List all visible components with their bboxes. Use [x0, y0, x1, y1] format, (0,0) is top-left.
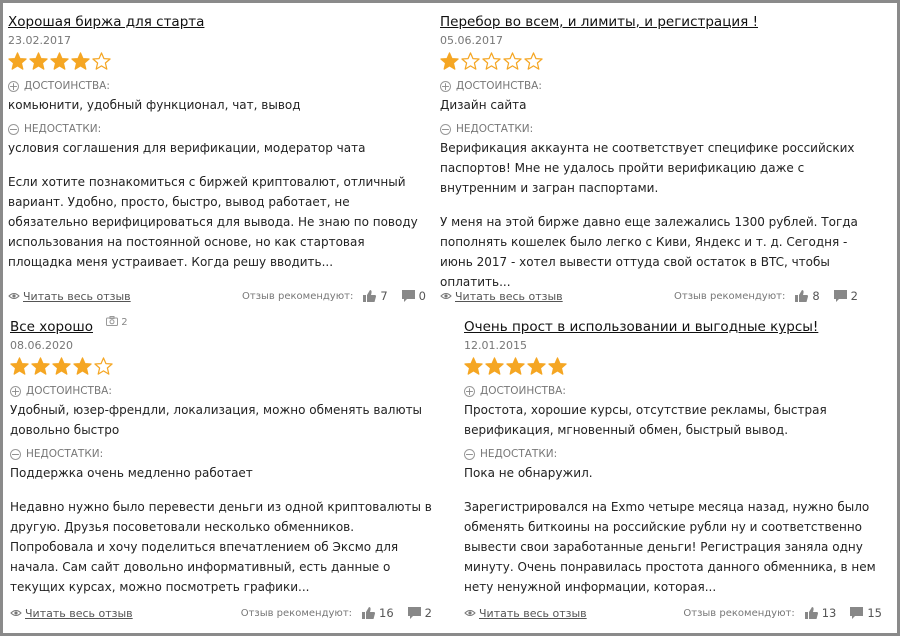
- review-title[interactable]: Хорошая биржа для старта: [8, 14, 205, 30]
- minus-icon: −: [440, 122, 451, 136]
- cons-text: Верификация аккаунта не соответствует специфике российских паспортов! Мне не удалось пройти верификацию даже с внутренним и загран паспортами.: [440, 141, 855, 195]
- pros-label: + ДОСТОИНСТВА:: [440, 79, 542, 93]
- star-filled-icon: [506, 357, 525, 376]
- cons-label: − НЕДОСТАТКИ:: [10, 447, 104, 461]
- read-more-link[interactable]: Читать весь отзыв: [464, 607, 587, 620]
- star-filled-icon: [8, 52, 27, 71]
- review-card: [8, 11, 426, 311]
- review-date: 23.02.2017: [8, 34, 71, 47]
- star-filled-icon: [31, 357, 50, 376]
- star-empty-icon: [92, 52, 111, 71]
- review-body: Недавно нужно было перевести деньги из одной криптовалюты в другую. Друзья посоветовали несколько обменников. Попробовала и хочу поделиться впечатлением об Эксмо для начала. Сам сайт довольно информативный, есть данные о текущих курсах, можно посмотреть графики...: [10, 500, 432, 594]
- minus-icon: −: [8, 122, 19, 136]
- cons-label: − НЕДОСТАТКИ:: [8, 122, 102, 136]
- cons-text: Поддержка очень медленно работает: [10, 466, 253, 480]
- star-filled-icon: [73, 357, 92, 376]
- recommend-label: Отзыв рекомендуют:: [242, 290, 354, 302]
- pros-label: + ДОСТОИНСТВА:: [8, 79, 110, 93]
- review-card: [10, 316, 432, 626]
- comments-button[interactable]: 2: [408, 606, 432, 620]
- camera-icon: [106, 316, 118, 326]
- thumbs-up-icon: [362, 607, 375, 619]
- star-filled-icon: [527, 357, 546, 376]
- review-body: У меня на этой бирже давно еще залежались 1300 рублей. Тогда пополнять кошелек было легко с Киви, Яндекс и т. д. Сегодня - июнь 2017 - хотел вывести оттуда свой остаток в BTC, чтобы оплатить...: [440, 215, 858, 289]
- plus-icon: +: [464, 384, 475, 398]
- review-footer: [464, 605, 882, 621]
- likes-button[interactable]: 16: [362, 606, 394, 620]
- star-empty-icon: [461, 52, 480, 71]
- star-empty-icon: [503, 52, 522, 71]
- star-empty-icon: [482, 52, 501, 71]
- read-more-link[interactable]: Читать весь отзыв: [440, 290, 563, 303]
- thumbs-up-icon: [363, 290, 376, 302]
- rating-stars: [440, 52, 858, 72]
- eye-icon: [8, 292, 20, 300]
- minus-icon: −: [10, 447, 21, 461]
- recommend-label: Отзыв рекомендуют:: [683, 607, 795, 619]
- eye-icon: [440, 292, 452, 300]
- review-title[interactable]: Перебор во всем, и лимиты, и регистрация !: [440, 14, 758, 30]
- cons-text: условия соглашения для верификации, модератор чата: [8, 141, 366, 155]
- pros-label: + ДОСТОИНСТВА:: [464, 384, 566, 398]
- comments-button[interactable]: 0: [402, 289, 426, 303]
- star-empty-icon: [94, 357, 113, 376]
- plus-icon: +: [8, 79, 19, 93]
- comment-icon: [834, 290, 847, 302]
- review-card: [440, 11, 858, 311]
- recommend-label: Отзыв рекомендуют:: [240, 607, 353, 619]
- likes-button[interactable]: 7: [363, 289, 387, 303]
- review-date: 08.06.2020: [10, 339, 73, 352]
- comment-icon: [850, 607, 863, 619]
- review-title[interactable]: Очень прост в использовании и выгодные курсы!: [464, 319, 819, 335]
- review-body: Если хотите познакомиться с биржей криптовалют, отличный вариант. Удобно, просто, быстро, вывод работает, не обязательно верифицироваться для вывода. Не знаю по поводу использования на постоянной основе, но как стартовая площадка меня устраивает. Когда решу вводить...: [8, 175, 418, 269]
- pros-label: + ДОСТОИНСТВА:: [10, 384, 112, 398]
- cons-label: − НЕДОСТАТКИ:: [464, 447, 558, 461]
- star-filled-icon: [71, 52, 90, 71]
- pros-text: Дизайн сайта: [440, 98, 527, 112]
- review-card: [464, 316, 882, 626]
- likes-button[interactable]: 13: [805, 606, 837, 620]
- plus-icon: +: [10, 384, 21, 398]
- photo-count[interactable]: 2: [106, 316, 128, 328]
- comments-button[interactable]: 2: [834, 289, 858, 303]
- pros-text: комьюнити, удобный функционал, чат, вывод: [8, 98, 301, 112]
- star-filled-icon: [548, 357, 567, 376]
- rating-stars: [8, 52, 426, 72]
- star-filled-icon: [50, 52, 69, 71]
- cons-text: Пока не обнаружил.: [464, 466, 593, 480]
- likes-button[interactable]: 8: [795, 289, 819, 303]
- review-footer: [8, 288, 426, 304]
- minus-icon: −: [464, 447, 475, 461]
- rating-stars: [10, 357, 432, 377]
- star-filled-icon: [10, 357, 29, 376]
- pros-text: Удобный, юзер-френдли, локализация, можно обменять валюты довольно быстро: [10, 403, 423, 437]
- star-filled-icon: [485, 357, 504, 376]
- recommend-label: Отзыв рекомендуют:: [674, 290, 786, 302]
- comment-icon: [402, 290, 415, 302]
- rating-stars: [464, 357, 882, 377]
- plus-icon: +: [440, 79, 451, 93]
- eye-icon: [464, 609, 476, 617]
- read-more-link[interactable]: Читать весь отзыв: [8, 290, 131, 303]
- review-footer: [440, 288, 858, 304]
- cons-label: − НЕДОСТАТКИ:: [440, 122, 534, 136]
- review-footer: [10, 605, 432, 621]
- star-empty-icon: [524, 52, 543, 71]
- comment-icon: [408, 607, 421, 619]
- star-filled-icon: [440, 52, 459, 71]
- comments-button[interactable]: 15: [850, 606, 882, 620]
- read-more-link[interactable]: Читать весь отзыв: [10, 607, 133, 620]
- star-filled-icon: [52, 357, 71, 376]
- review-date: 05.06.2017: [440, 34, 503, 47]
- pros-text: Простота, хорошие курсы, отсутствие рекламы, быстрая верификация, мгновенный обмен, быстрый вывод.: [464, 403, 827, 437]
- star-filled-icon: [29, 52, 48, 71]
- thumbs-up-icon: [795, 290, 808, 302]
- eye-icon: [10, 609, 22, 617]
- thumbs-up-icon: [805, 607, 818, 619]
- review-date: 12.01.2015: [464, 339, 527, 352]
- review-body: Зарегистрировался на Exmo четыре месяца назад, нужно было обменять биткоины на российские рубли ну и соответственно вывести свои заработанные деньги! Регистрация заняла одну минуту. Очень понравилась простота данного обменника, в нем нету ненужной информации, которая...: [464, 500, 876, 594]
- star-filled-icon: [464, 357, 483, 376]
- review-title[interactable]: Все хорошо: [10, 319, 93, 335]
